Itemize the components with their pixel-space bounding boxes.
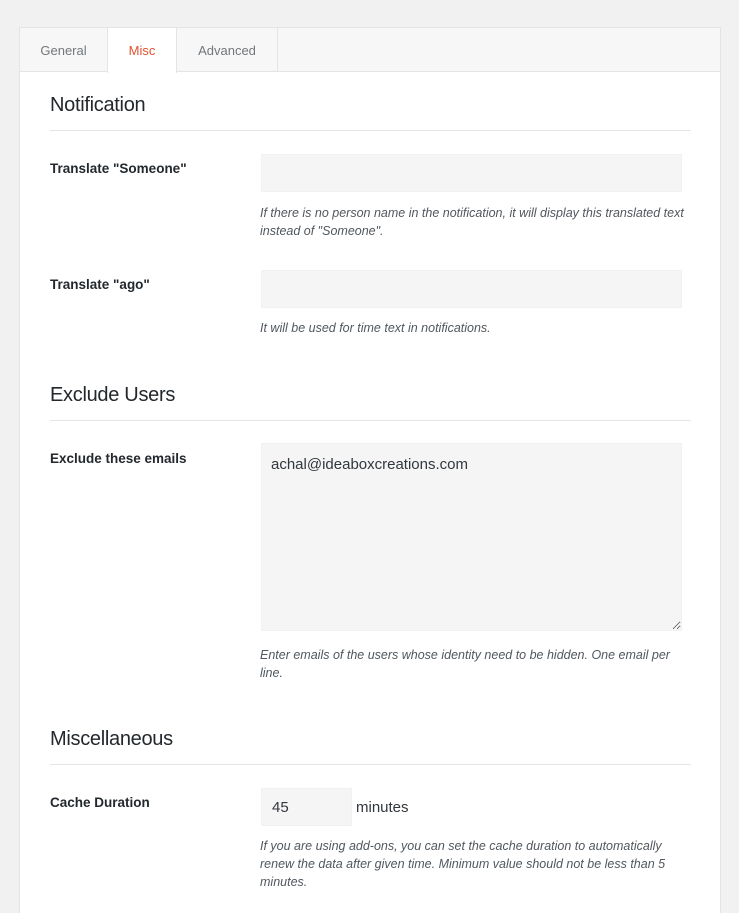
tab-general[interactable]: General bbox=[40, 42, 87, 58]
tab-advanced[interactable]: Advanced bbox=[177, 28, 278, 72]
notification-section-title: Notification bbox=[50, 94, 146, 116]
cache-duration-unit: minutes bbox=[356, 799, 409, 816]
exclude-emails-textarea[interactable] bbox=[261, 443, 682, 631]
tab-bar bbox=[20, 28, 720, 72]
tab-misc[interactable]: Misc bbox=[107, 28, 177, 73]
miscellaneous-divider bbox=[50, 764, 691, 765]
cache-duration-description: If you are using add-ons, you can set the cache duration to automatically renew the data after given time. Minimum value should not be less than 5 minutes. bbox=[260, 839, 666, 889]
exclude-users-divider bbox=[50, 420, 691, 421]
exclude-emails-description: Enter emails of the users whose identity need to be hidden. One email per line. bbox=[260, 648, 670, 680]
cache-duration-input[interactable] bbox=[261, 788, 352, 826]
translate-ago-description: It will be used for time text in notifications. bbox=[260, 321, 491, 335]
cache-duration-label: Cache Duration bbox=[50, 795, 150, 810]
translate-someone-input[interactable] bbox=[261, 154, 682, 192]
settings-panel bbox=[19, 27, 721, 913]
translate-someone-label: Translate "Someone" bbox=[50, 161, 187, 176]
translate-ago-label: Translate "ago" bbox=[50, 277, 150, 292]
exclude-users-section-title: Exclude Users bbox=[50, 384, 176, 406]
translate-someone-description: If there is no person name in the notification, it will display this translated text instead of "Someone". bbox=[260, 206, 684, 238]
notification-divider bbox=[50, 130, 691, 131]
miscellaneous-section-title: Miscellaneous bbox=[50, 728, 173, 750]
translate-ago-input[interactable] bbox=[261, 270, 682, 308]
exclude-emails-label: Exclude these emails bbox=[50, 451, 187, 466]
